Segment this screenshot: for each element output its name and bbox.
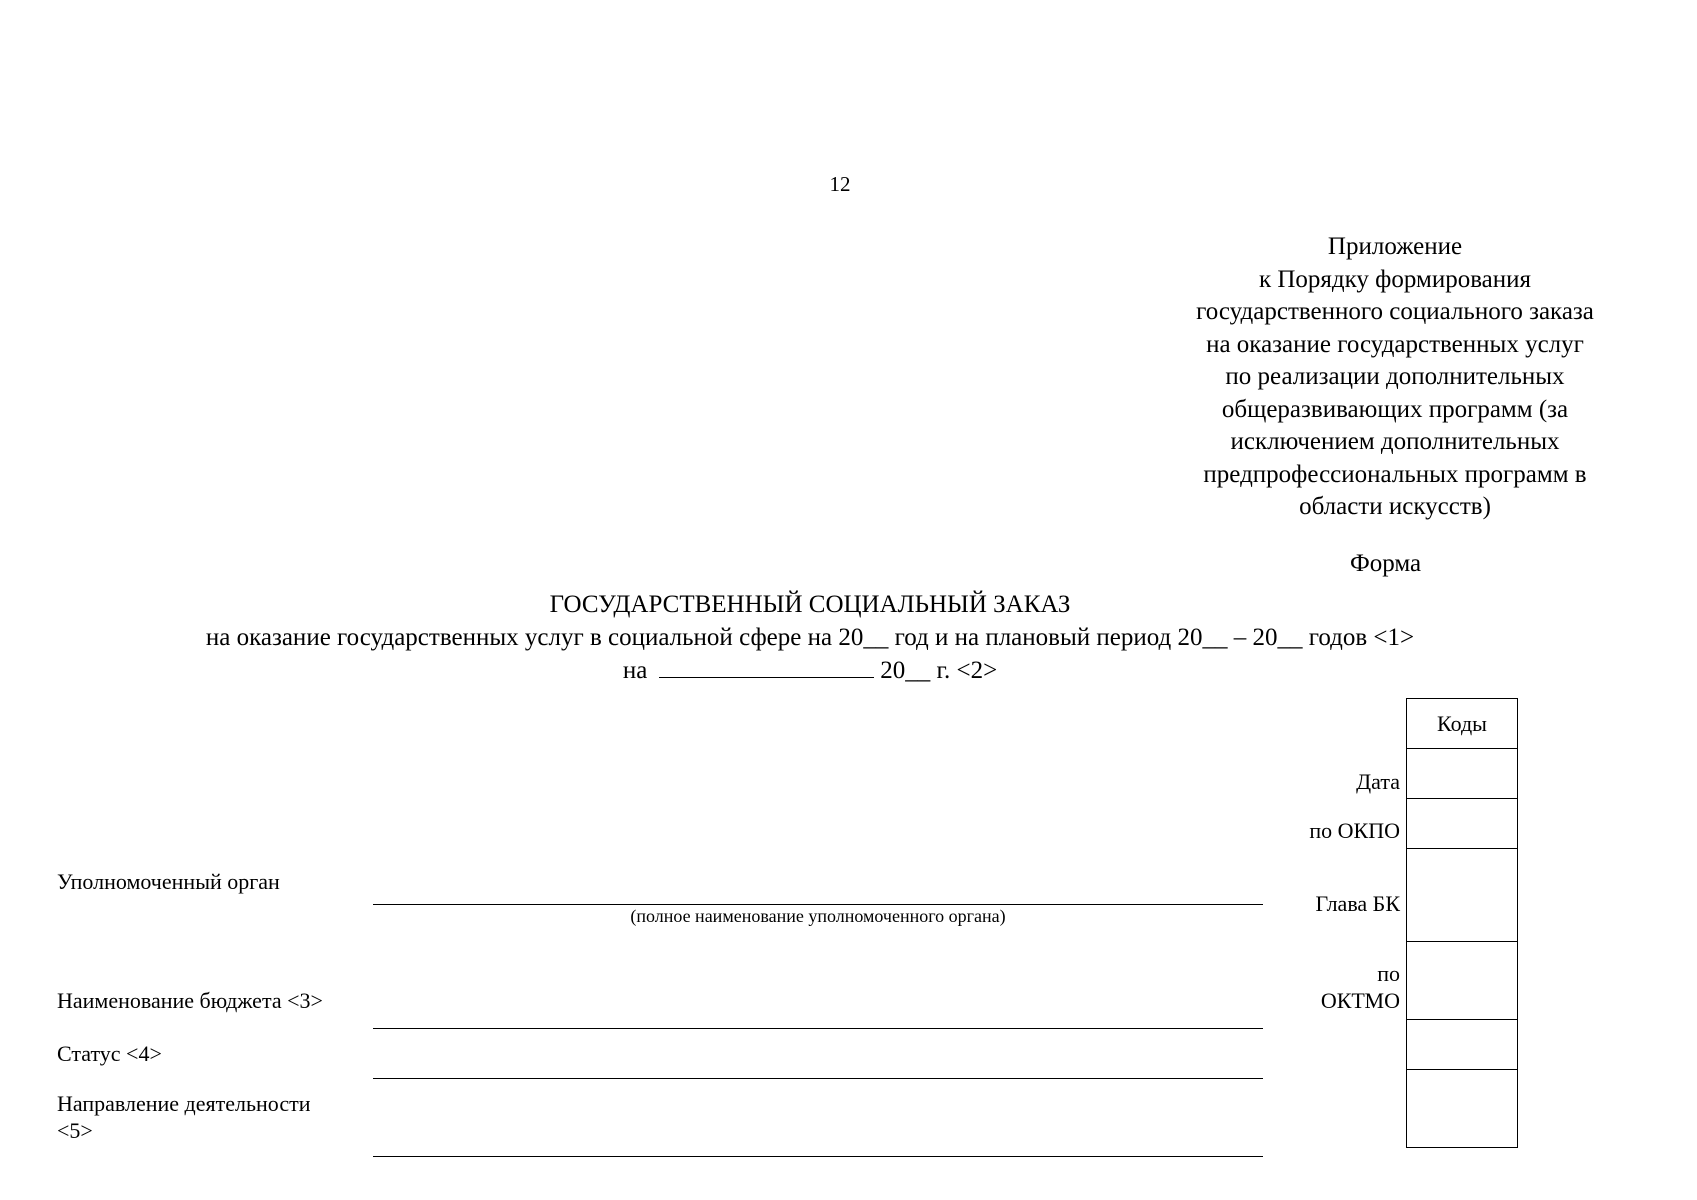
form-label: Форма [1350,550,1422,577]
authority-hint: (полное наименование уполномоченного органа) [630,906,1006,926]
codes-date-cell[interactable] [1407,749,1518,799]
codes-okpo-cell[interactable] [1407,799,1518,849]
codes-oktmo-label [1250,960,1400,1014]
date-line [0,657,1620,685]
codes-header: Коды [1407,699,1518,749]
budget-field-line[interactable] [373,1028,1263,1029]
appendix-line: к Порядку формирования [1258,265,1532,293]
authority-field-line[interactable] [373,904,1263,905]
appendix-line: государственного социального заказа [1196,298,1594,325]
direction-label-line1: Направление деятельности [57,1091,311,1116]
codes-direction-cell[interactable] [1407,1070,1518,1148]
codes-date-label: Дата [1356,769,1400,794]
appendix-line: на оказание государственных услуг [1206,330,1584,358]
appendix-line: исключением дополнительных [1230,428,1560,455]
date-blank-field[interactable] [659,657,874,678]
date-suffix: 20__ г. <2> [880,657,998,684]
page-number: 12 [829,172,851,196]
codes-bk-label: Глава БК [1315,891,1400,916]
appendix-block [1160,231,1630,524]
document-subtitle: на оказание государственных услуг в социальной сфере на 20__ год и на плановый период 20__ – 20__ годов <1> [205,624,1415,651]
codes-oktmo-cell[interactable] [1407,942,1518,1020]
appendix-line: по реализации дополнительных [1225,363,1565,390]
direction-label-line2: <5> [57,1118,93,1143]
appendix-line: общеразвивающих программ (за [1221,395,1569,423]
authority-label: Уполномоченный орган [57,869,280,894]
budget-label: Наименование бюджета <3> [57,988,323,1013]
status-field-line[interactable] [373,1078,1263,1079]
document-title: ГОСУДАРСТВЕННЫЙ СОЦИАЛЬНЫЙ ЗАКАЗ [549,591,1071,618]
status-label: Статус <4> [57,1041,162,1066]
codes-bk-cell[interactable] [1407,849,1518,942]
direction-label [57,1090,311,1144]
date-prefix: на [622,657,648,684]
appendix-line: области искусств) [1299,493,1491,520]
codes-oktmo-label-line2: ОКТМО [1320,988,1400,1013]
codes-table [1406,698,1518,1148]
codes-okpo-label: по ОКПО [1309,818,1400,843]
codes-oktmo-label-line1: по [1377,961,1400,986]
appendix-line: Приложение [1327,233,1463,260]
direction-field-line[interactable] [373,1156,1263,1157]
codes-status-cell[interactable] [1407,1020,1518,1070]
appendix-line: предпрофессиональных программ в [1203,460,1587,488]
